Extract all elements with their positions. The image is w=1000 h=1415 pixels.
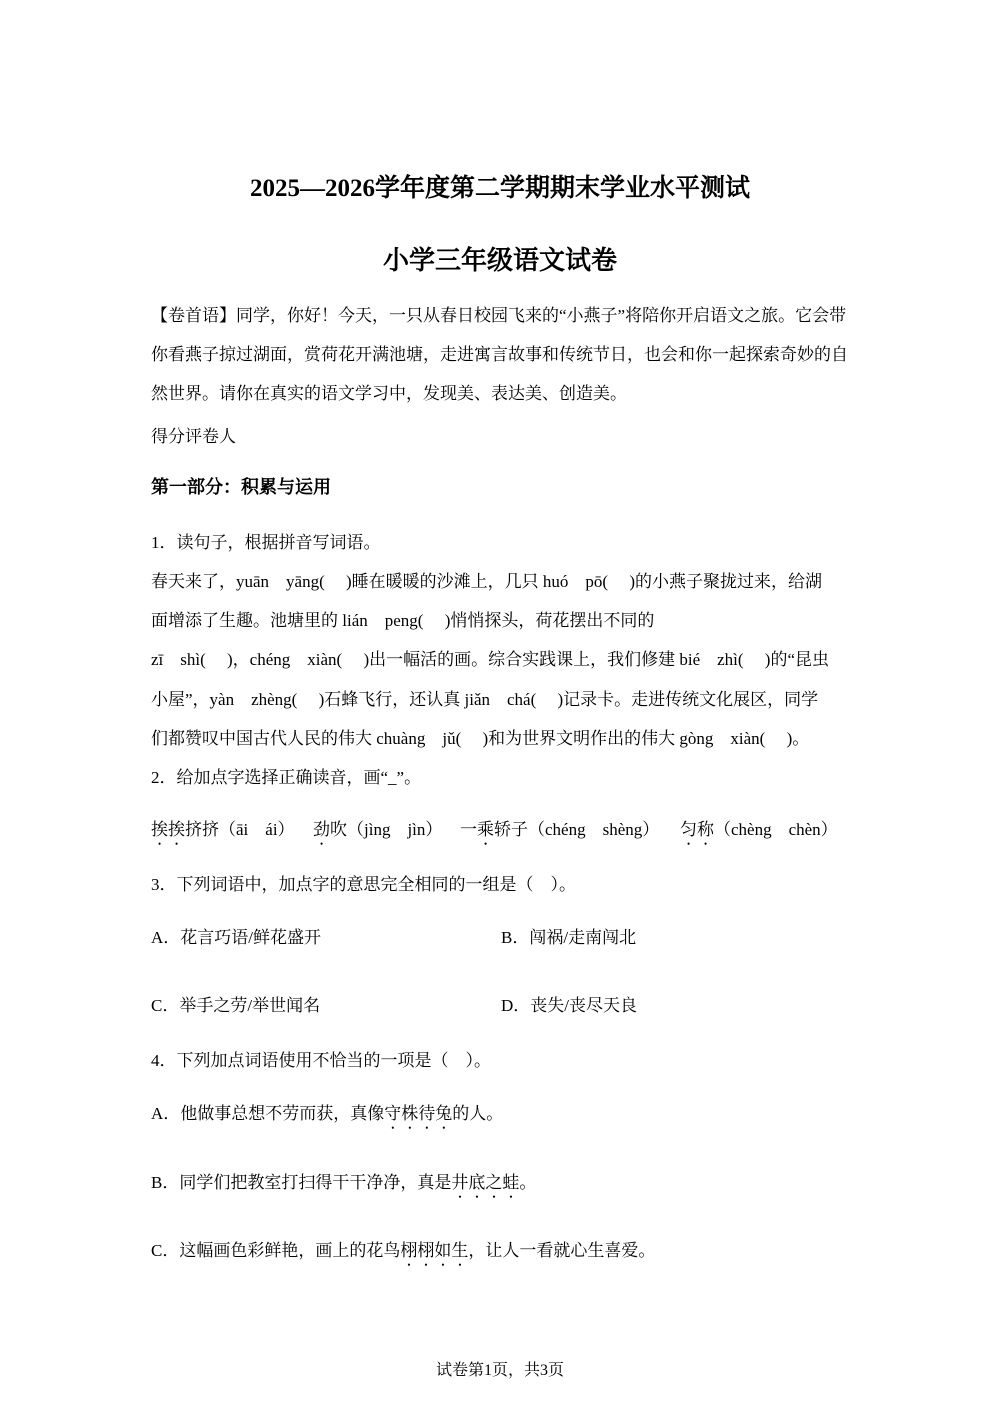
q2-item-rest: （chèng chèn） [714,820,838,839]
option-label: B． [151,1173,180,1192]
option-text: 花言巧语/鲜花盛开 [180,928,322,947]
q2-item [460,815,659,849]
q4-option-b [151,1168,536,1202]
dotted-word: 匀称 [680,820,714,839]
page-footer: 试卷第1页，共3页 [435,1362,564,1379]
q2-item-rest: 轿子（chéng shèng） [494,820,660,839]
option-text: 举手之劳/举世闻名 [179,996,321,1015]
q3-option-c [151,991,320,1016]
q1-line: zī shì( )，chéng xiàn( )出一幅活的画。综合实践课上，我们修建 bié zhì( )的“昆虫 [151,650,830,669]
q2-stem: 2．给加点字选择正确读音，画“_”。 [151,768,422,787]
q3-option-a [151,923,321,948]
q4-stem: 4．下列加点词语使用不恰当的一项是（ ）。 [151,1051,491,1070]
option-text: 的人。 [452,1104,504,1123]
q1-line: 春天来了，yuān yāng( )睡在暖暖的沙滩上，几只 huó pō( )的小燕子聚拢过来，给湖 [151,572,822,591]
q4-option-a [151,1099,503,1133]
option-text: 。 [519,1173,537,1192]
q2-item-rest: 吹（jìng jìn） [330,820,443,839]
dotted-word: 栩栩如生 [400,1241,469,1260]
part1-heading: 第一部分：积累与运用 [151,477,331,497]
exam-subtitle: 小学三年级语文试卷 [382,246,617,275]
q2-item [151,815,295,849]
option-text: ，让人一看就心生喜爱。 [468,1241,656,1260]
q3-option-b [501,923,636,948]
option-text: 丧失/丧尽天良 [530,996,638,1015]
option-text: 他做事总想不劳而获，真像 [180,1104,385,1123]
dotted-word: 井底之蛙 [451,1173,520,1192]
q4-option-c [151,1236,655,1270]
option-label: C． [151,996,180,1015]
dotted-word: 劲 [313,820,330,839]
q1-line: 们都赞叹中国古代人民的伟大 chuàng jǔ( )和为世界文明作出的伟大 gòng xiàn( )。 [151,729,810,748]
dotted-word: 乘 [477,820,494,839]
q2-item [680,815,838,849]
option-text: 这幅画色彩鲜艳，画上的花鸟 [179,1241,401,1260]
dotted-word: 挨挨 [151,820,185,839]
q1-stem: 1．读句子，根据拼音写词语。 [151,533,381,552]
option-label: C． [151,1241,180,1260]
intro-paragraph: 【卷首语】同学，你好！今天，一只从春日校园飞来的“小燕子”将陪你开启语文之旅。它会带你看燕子掠过湖面，赏荷花开满池塘，走进寓言故事和传统节日，也会和你一起探索奇妙的自然世界。请你在真实的语文学习中，发现美、表达美、创造美。 [151,306,848,403]
option-text: 同学们把教室打扫得干干净净，真是 [179,1173,452,1192]
option-label: B． [501,928,530,947]
score-label: 得分评卷人 [151,427,236,446]
q2-item-rest: 挤挤（āi ái） [185,820,295,839]
q1-line: 小屋”，yàn zhèng( )石蜂飞行，还认真 jiǎn chá( )记录卡。走进传统文化展区，同学 [151,690,819,709]
q3-stem: 3．下列词语中，加点字的意思完全相同的一组是（ ）。 [151,875,576,894]
option-text: 闯祸/走南闯北 [529,928,637,947]
q3-option-d [501,991,637,1016]
option-label: A． [151,1104,181,1123]
exam-title: 2025—2026学年度第二学期期末学业水平测试 [249,175,750,202]
q1-line: 面增添了生趣。池塘里的 lián peng( )悄悄探头，荷花摆出不同的 [151,611,655,630]
dotted-word: 守株待兔 [384,1104,453,1123]
option-label: A． [151,928,181,947]
option-label: D． [501,996,531,1015]
q2-item [313,815,442,849]
q2-item-pre: 一 [460,820,477,839]
